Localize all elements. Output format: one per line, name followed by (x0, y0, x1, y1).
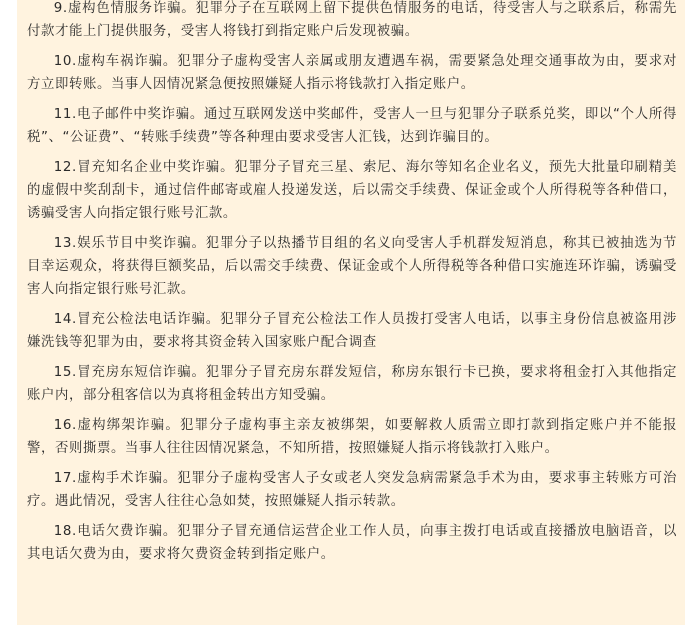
paragraph-item-17: 17.虚构手术诈骗。犯罪分子虚构受害人子女或老人突发急病需紧急手术为由，要求事主转账方可治疗。遇此情况，受害人往往心急如焚，按照嫌疑人指示转款。 (27, 471, 677, 509)
paragraph-item-10: 10.虚构车祸诈骗。犯罪分子虚构受害人亲属或朋友遭遇车祸，需要紧急处理交通事故为由，要求对方立即转账。当事人因情况紧急便按照嫌疑人指示将钱款打入指定账户。 (27, 54, 677, 92)
paragraph-item-15: 15.冒充房东短信诈骗。犯罪分子冒充房东群发短信，称房东银行卡已换，要求将租金打入其他指定账户内，部分租客信以为真将租金转出方知受骗。 (27, 365, 677, 403)
paragraph-item-13: 13.娱乐节目中奖诈骗。犯罪分子以热播节目组的名义向受害人手机群发短消息，称其已被抽选为节目幸运观众，将获得巨额奖品，后以需交手续费、保证金或个人所得税等各种借口实施连环诈骗，诱骗受害人向指定银行账号汇款。 (27, 236, 677, 297)
paragraph-item-14: 14.冒充公检法电话诈骗。犯罪分子冒充公检法工作人员拨打受害人电话，以事主身份信息被盗用涉嫌洗钱等犯罪为由，要求将其资金转入国家账户配合调查 (27, 312, 677, 350)
paragraph-item-12: 12.冒充知名企业中奖诈骗。犯罪分子冒充三星、索尼、海尔等知名企业名义，预先大批量印刷精美的虚假中奖刮刮卡，通过信件邮寄或雇人投递发送，后以需交手续费、保证金或个人所得税等各种借口，诱骗受害人向指定银行账号汇款。 (27, 160, 677, 221)
paragraph-item-9: 9.虚构色情服务诈骗。犯罪分子在互联网上留下提供色情服务的电话，待受害人与之联系后，称需先付款才能上门提供服务，受害人将钱打到指定账户后发现被骗。 (27, 1, 677, 39)
paragraph-item-11: 11.电子邮件中奖诈骗。通过互联网发送中奖邮件，受害人一旦与犯罪分子联系兑奖，即以“个人所得税”、“公证费”、“转账手续费”等各种理由要求受害人汇钱，达到诈骗目的。 (27, 107, 677, 145)
article-body (27, 0, 677, 573)
article-panel (17, 0, 685, 625)
paragraph-item-16: 16.虚构绑架诈骗。犯罪分子虚构事主亲友被绑架，如要解救人质需立即打款到指定账户并不能报警，否则撕票。当事人往往因情况紧急，不知所措，按照嫌疑人指示将钱款打入账户。 (27, 418, 677, 456)
paragraph-item-18: 18.电话欠费诈骗。犯罪分子冒充通信运营企业工作人员，向事主拨打电话或直接播放电脑语音，以其电话欠费为由，要求将欠费资金转到指定账户。 (27, 524, 677, 562)
